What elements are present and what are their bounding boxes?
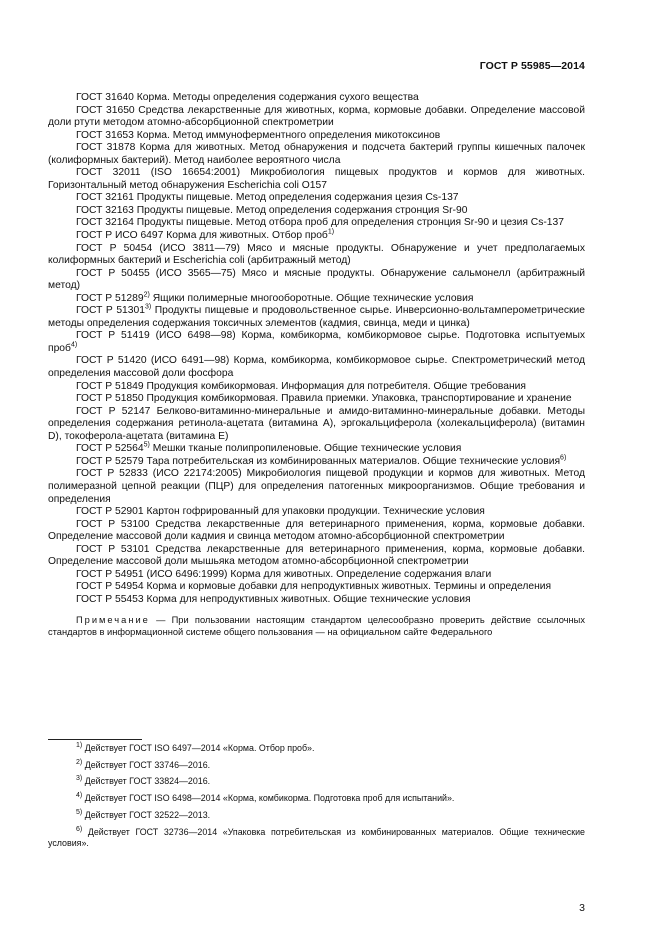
normative-references bbox=[48, 92, 585, 638]
footnote-mark: 2) bbox=[76, 758, 83, 766]
footnote-item bbox=[48, 776, 585, 787]
reference-text: ГОСТ 31878 Корма для животных. Метод обнаружения и подсчета бактерий группы кишечных палочек (колиформных бактерий). Метод наиболее вероятного числа bbox=[48, 142, 585, 166]
reference-item bbox=[48, 330, 585, 355]
reference-text: ГОСТ Р 51420 (ИСО 6491—98) Корма, комбикорма, комбикормовое сырье. Спектрометрический метод определения массовой доли фосфора bbox=[48, 355, 585, 380]
reference-text: ГОСТ Р 54954 Корма и кормовые добавки для непродуктивных животных. Термины и определения bbox=[76, 581, 552, 593]
document-number-header: ГОСТ Р 55985—2014 bbox=[479, 60, 585, 72]
footnote-item bbox=[48, 760, 585, 771]
reference-list bbox=[48, 92, 585, 606]
reference-text: ГОСТ Р 51850 Продукция комбикормовая. Правила приемки. Упаковка, транспортирование и хранение bbox=[76, 393, 572, 405]
reference-text: ГОСТ Р 51419 (ИСО 6498—98) Корма, комбикорма, комбикормовое сырье. Подготовка испытуемых проб bbox=[48, 330, 585, 354]
reference-text: ГОСТ 31640 Корма. Методы определения содержания сухого вещества bbox=[76, 92, 419, 103]
reference-item bbox=[48, 192, 585, 205]
reference-item bbox=[48, 105, 585, 130]
footnote-text: Действует ГОСТ 32522—2013. bbox=[82, 809, 211, 820]
reference-item bbox=[48, 130, 585, 143]
reference-item bbox=[48, 581, 585, 594]
note-text: — При пользовании настоящим стандартом целесообразно проверить действие ссылочных стандартов в информационной системе общего пользования — на официальном сайте Федерального bbox=[48, 615, 585, 638]
reference-item bbox=[48, 506, 585, 519]
footnote-text: Действует ГОСТ 33746—2016. bbox=[82, 759, 211, 770]
reference-text: ГОСТ Р 52833 (ИСО 22174:2005) Микробиология пищевой продукции и кормов для животных. Метод полимеразной цепной реакции (ПЦР) для определения патогенных микроорганизмов. Общие требования и определения bbox=[48, 468, 585, 505]
reference-item bbox=[48, 92, 585, 105]
reference-text: ГОСТ Р 51301 bbox=[76, 305, 145, 317]
note-label: Примечание bbox=[76, 615, 150, 626]
footnote-text: Действует ГОСТ 32736—2014 «Упаковка потребительская из комбинированных материалов. Общие технические условия». bbox=[48, 826, 585, 848]
footnote-item bbox=[48, 827, 585, 849]
reference-item bbox=[48, 205, 585, 218]
reference-item bbox=[48, 243, 585, 268]
page-number: 3 bbox=[579, 902, 585, 914]
reference-item bbox=[48, 519, 585, 544]
footnote-text: Действует ГОСТ 33824—2016. bbox=[82, 776, 211, 787]
footnote-mark: 6) bbox=[76, 825, 83, 833]
note-paragraph bbox=[48, 614, 585, 638]
reference-text: ГОСТ 31650 Средства лекарственные для животных, корма, кормовые добавки. Определение массовой доли ртути методом атомно-абсорбционной спектрометрии bbox=[48, 104, 585, 129]
reference-item bbox=[48, 305, 585, 330]
reference-item bbox=[48, 544, 585, 569]
footnote-item bbox=[48, 810, 585, 821]
reference-item bbox=[48, 468, 585, 506]
footnote-marker: 4) bbox=[70, 341, 78, 349]
reference-text: ГОСТ 32161 Продукты пищевые. Метод определения содержания цезия Cs-137 bbox=[76, 192, 459, 204]
reference-text-cont: Продукты пищевые и продовольственное сырье. Инверсионно-вольтамперометрические методы определения содержания токсичных элементов (кадмия, свинца, меди и цинка) bbox=[48, 305, 585, 329]
reference-item bbox=[48, 217, 585, 230]
reference-text: ГОСТ Р 54951 (ИСО 6496:1999) Корма для животных. Определение содержания влаги bbox=[76, 568, 492, 580]
reference-text: ГОСТ 31653 Корма. Метод иммуноферментного определения микотоксинов bbox=[76, 129, 441, 141]
footnote-mark: 5) bbox=[76, 808, 83, 816]
footnote-text: Действует ГОСТ ISO 6497—2014 «Корма. Отбор проб». bbox=[82, 743, 315, 753]
reference-text: ГОСТ 32164 Продукты пищевые. Метод отбора проб для определения стронция Sr-90 и цезия Cs-137 bbox=[76, 217, 564, 229]
reference-item bbox=[48, 381, 585, 394]
reference-item bbox=[48, 569, 585, 582]
footnotes bbox=[48, 743, 585, 854]
reference-text: ГОСТ Р 53101 Средства лекарственные для ветеринарного применения, корма, кормовые добавки. Определение массовой доли мышьяка методом атомно-абсорбционной спектрометрии bbox=[48, 543, 585, 568]
footnote-marker: 5) bbox=[143, 441, 150, 449]
reference-item bbox=[48, 293, 585, 306]
reference-item bbox=[48, 230, 585, 243]
reference-item bbox=[48, 142, 585, 167]
reference-text: ГОСТ Р 53100 Средства лекарственные для ветеринарного применения, корма, кормовые добавки. Определение массовой доли кадмия и свинца методом атомно-абсорбционной спектрометрии bbox=[48, 518, 585, 543]
reference-item bbox=[48, 594, 585, 607]
reference-text: ГОСТ Р 51849 Продукция комбикормовая. Информация для потребителя. Общие требования bbox=[76, 380, 526, 392]
reference-text: ГОСТ Р ИСО 6497 Корма для животных. Отбор проб bbox=[76, 230, 328, 242]
reference-item bbox=[48, 443, 585, 456]
reference-text-cont: Мешки тканые полипропиленовые. Общие технические условия bbox=[149, 443, 462, 455]
reference-text: ГОСТ Р 50455 (ИСО 3565—75) Мясо и мясные продукты. Обнаружение сальмонелл (арбитражный метод) bbox=[48, 267, 585, 292]
footnote-item bbox=[48, 743, 585, 754]
reference-text: ГОСТ Р 52564 bbox=[76, 443, 144, 455]
reference-text: ГОСТ Р 52579 Тара потребительская из комбинированных материалов. Общие технические условия bbox=[76, 455, 561, 467]
reference-item bbox=[48, 167, 585, 192]
footnote-separator bbox=[48, 739, 142, 740]
reference-text: ГОСТ Р 50454 (ИСО 3811—79) Мясо и мясные продукты. Обнаружение и учет предполагаемых колиформных бактерий и Escherichia coli (арбитражный метод) bbox=[48, 242, 585, 267]
reference-item bbox=[48, 393, 585, 406]
footnote-marker: 3) bbox=[144, 303, 152, 311]
reference-text: ГОСТ Р 52147 Белково-витаминно-минеральные и амидо-витаминно-минеральные добавки. Методы определения содержания ретинола-ацетата (витамина А), эргокальциферола (холекальциферола) (витамин D), токоферола-ацетата (витамина Е) bbox=[48, 405, 585, 442]
footnote-marker: 1) bbox=[327, 228, 335, 236]
footnote-item bbox=[48, 793, 585, 804]
reference-text-cont: Ящики полимерные многооборотные. Общие технические условия bbox=[149, 292, 474, 304]
footnote-text: Действует ГОСТ ISO 6498—2014 «Корма, комбикорма. Подготовка проб для испытаний». bbox=[82, 793, 455, 804]
reference-text: ГОСТ Р 55453 Корма для непродуктивных животных. Общие технические условия bbox=[76, 593, 471, 605]
footnote-mark: 3) bbox=[76, 775, 83, 783]
reference-text: ГОСТ 32011 (ISO 16654:2001) Микробиология пищевых продуктов и кормов для животных. Горизонтальный метод обнаружения Escherichia coli O157 bbox=[48, 167, 585, 191]
reference-item bbox=[48, 268, 585, 293]
reference-item bbox=[48, 456, 585, 469]
footnote-marker: 6) bbox=[560, 454, 567, 462]
reference-text: ГОСТ Р 51289 bbox=[76, 292, 144, 304]
reference-item bbox=[48, 355, 585, 380]
reference-text: ГОСТ 32163 Продукты пищевые. Метод определения содержания стронция Sr-90 bbox=[76, 204, 468, 216]
reference-text: ГОСТ Р 52901 Картон гофрированный для упаковки продукции. Технические условия bbox=[76, 506, 485, 518]
reference-item bbox=[48, 406, 585, 444]
footnote-mark: 4) bbox=[76, 792, 83, 800]
footnote-mark: 1) bbox=[76, 742, 83, 750]
footnote-marker: 2) bbox=[143, 291, 150, 299]
